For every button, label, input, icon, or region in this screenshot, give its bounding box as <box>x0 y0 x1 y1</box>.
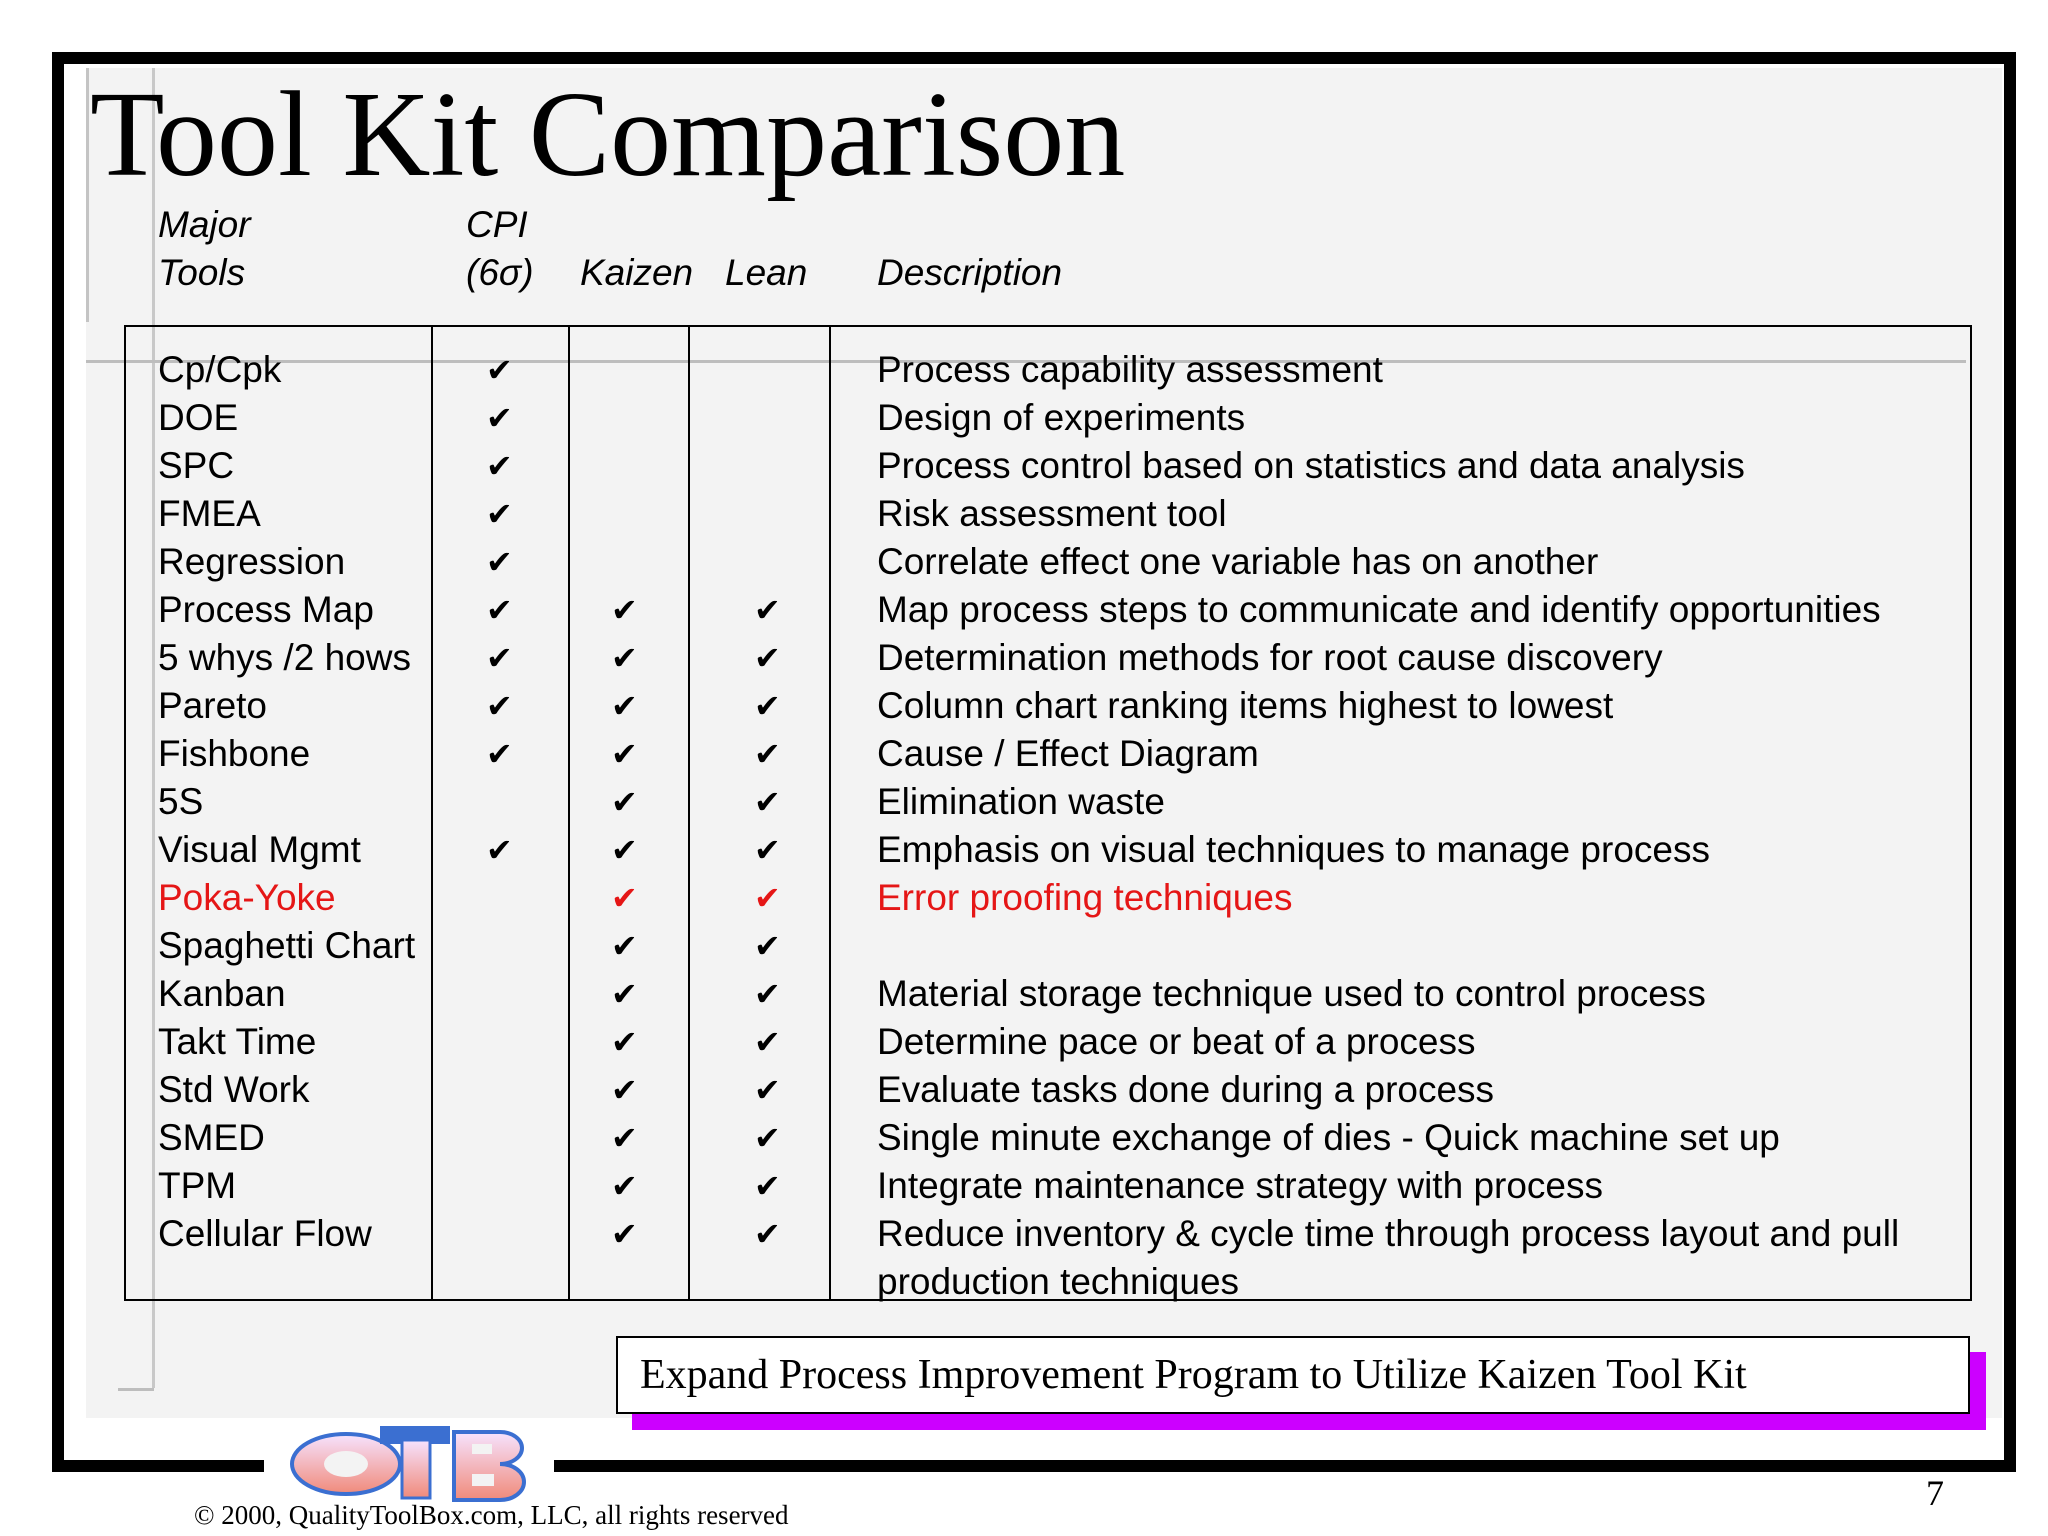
tool-description: Column chart ranking items highest to lowest <box>877 685 1614 726</box>
check-icon: ✔ <box>486 448 513 484</box>
check-icon: ✔ <box>611 592 638 628</box>
tool-name: TPM <box>158 1165 237 1206</box>
decor-line <box>118 1388 154 1391</box>
tool-description: Process capability assessment <box>877 349 1383 390</box>
check-icon: ✔ <box>754 1216 781 1252</box>
check-icon: ✔ <box>754 976 781 1012</box>
tool-description: Elimination waste <box>877 781 1165 822</box>
check-icon: ✔ <box>611 832 638 868</box>
tool-description: Cause / Effect Diagram <box>877 733 1259 774</box>
table-divider <box>829 325 831 1301</box>
check-icon: ✔ <box>486 496 513 532</box>
tool-description: Determination methods for root cause discovery <box>877 637 1663 678</box>
check-icon: ✔ <box>754 736 781 772</box>
header-major: Major <box>158 204 251 245</box>
tool-description: Determine pace or beat of a process <box>877 1021 1476 1062</box>
slide-title: Tool Kit Comparison <box>90 67 1126 202</box>
check-icon: ✔ <box>611 1072 638 1108</box>
check-icon: ✔ <box>486 832 513 868</box>
tool-description: Integrate maintenance strategy with process <box>877 1165 1603 1206</box>
check-icon: ✔ <box>611 736 638 772</box>
tool-name: Fishbone <box>158 733 311 774</box>
check-icon: ✔ <box>611 928 638 964</box>
header-description: Description <box>877 252 1063 293</box>
tool-name: Std Work <box>158 1069 310 1110</box>
check-icon: ✔ <box>486 352 513 388</box>
header-sigma: (6σ) <box>466 252 534 293</box>
check-icon: ✔ <box>754 1024 781 1060</box>
qtb-logo <box>288 1418 540 1502</box>
check-icon: ✔ <box>611 640 638 676</box>
check-icon: ✔ <box>486 400 513 436</box>
copyright-text: © 2000, QualityToolBox.com, LLC, all rights reserved <box>194 1500 789 1530</box>
tool-description: Material storage technique used to control process <box>877 973 1706 1014</box>
decor-line <box>86 68 89 322</box>
check-icon: ✔ <box>486 688 513 724</box>
check-icon: ✔ <box>611 1168 638 1204</box>
check-icon: ✔ <box>754 688 781 724</box>
check-icon: ✔ <box>611 1120 638 1156</box>
table-divider <box>431 325 433 1301</box>
tool-description: production techniques <box>877 1261 1240 1302</box>
tool-name: Pareto <box>158 685 268 726</box>
check-icon: ✔ <box>611 688 638 724</box>
table-divider <box>568 325 570 1301</box>
check-icon: ✔ <box>611 784 638 820</box>
tool-name: FMEA <box>158 493 261 534</box>
check-icon: ✔ <box>754 832 781 868</box>
tool-description: Correlate effect one variable has on another <box>877 541 1599 582</box>
tool-name: 5 whys /2 hows <box>158 637 411 678</box>
tool-name: SPC <box>158 445 235 486</box>
header-tools: Tools <box>158 252 246 293</box>
tool-description: Single minute exchange of dies - Quick machine set up <box>877 1117 1780 1158</box>
tool-description: Reduce inventory & cycle time through process layout and pull <box>877 1213 1900 1254</box>
slide-frame <box>52 52 64 1472</box>
tool-description: Risk assessment tool <box>877 493 1227 534</box>
tool-name: Kanban <box>158 973 286 1014</box>
tool-description: Emphasis on visual techniques to manage process <box>877 829 1710 870</box>
check-icon: ✔ <box>754 928 781 964</box>
header-lean: Lean <box>725 252 808 293</box>
check-icon: ✔ <box>754 640 781 676</box>
check-icon: ✔ <box>486 544 513 580</box>
tool-name: Regression <box>158 541 346 582</box>
tool-description: Process control based on statistics and data analysis <box>877 445 1745 486</box>
tool-name: 5S <box>158 781 204 822</box>
check-icon: ✔ <box>754 592 781 628</box>
slide-frame <box>554 1460 2016 1472</box>
check-icon: ✔ <box>611 1216 638 1252</box>
page-number: 7 <box>1926 1473 1944 1513</box>
tool-name: SMED <box>158 1117 265 1158</box>
check-icon: ✔ <box>754 1168 781 1204</box>
tool-name: DOE <box>158 397 239 438</box>
tool-name: Takt Time <box>158 1021 317 1062</box>
tool-name: Cp/Cpk <box>158 349 282 390</box>
check-icon: ✔ <box>754 1120 781 1156</box>
banner-text: Expand Process Improvement Program to Utilize Kaizen Tool Kit <box>616 1336 1970 1414</box>
slide-frame <box>52 52 2016 64</box>
tool-name: Poka-Yoke <box>158 877 336 918</box>
tool-name: Process Map <box>158 589 374 630</box>
check-icon: ✔ <box>611 1024 638 1060</box>
check-icon: ✔ <box>611 880 638 916</box>
check-icon: ✔ <box>486 592 513 628</box>
check-icon: ✔ <box>754 880 781 916</box>
tool-description: Map process steps to communicate and identify opportunities <box>877 589 1881 630</box>
logo-image <box>288 1418 540 1502</box>
check-icon: ✔ <box>486 736 513 772</box>
check-icon: ✔ <box>754 1072 781 1108</box>
tool-name: Spaghetti Chart <box>158 925 416 966</box>
tool-name: Visual Mgmt <box>158 829 361 870</box>
slide-frame <box>2004 52 2016 1472</box>
check-icon: ✔ <box>486 640 513 676</box>
header-kaizen: Kaizen <box>580 252 694 293</box>
tool-description: Evaluate tasks done during a process <box>877 1069 1495 1110</box>
check-icon: ✔ <box>754 784 781 820</box>
slide-frame <box>52 1460 264 1472</box>
header-cpi: CPI <box>466 204 528 245</box>
tool-description: Design of experiments <box>877 397 1246 438</box>
check-icon: ✔ <box>611 976 638 1012</box>
tool-name: Cellular Flow <box>158 1213 372 1254</box>
tool-description: Error proofing techniques <box>877 877 1293 918</box>
table-divider <box>688 325 690 1301</box>
